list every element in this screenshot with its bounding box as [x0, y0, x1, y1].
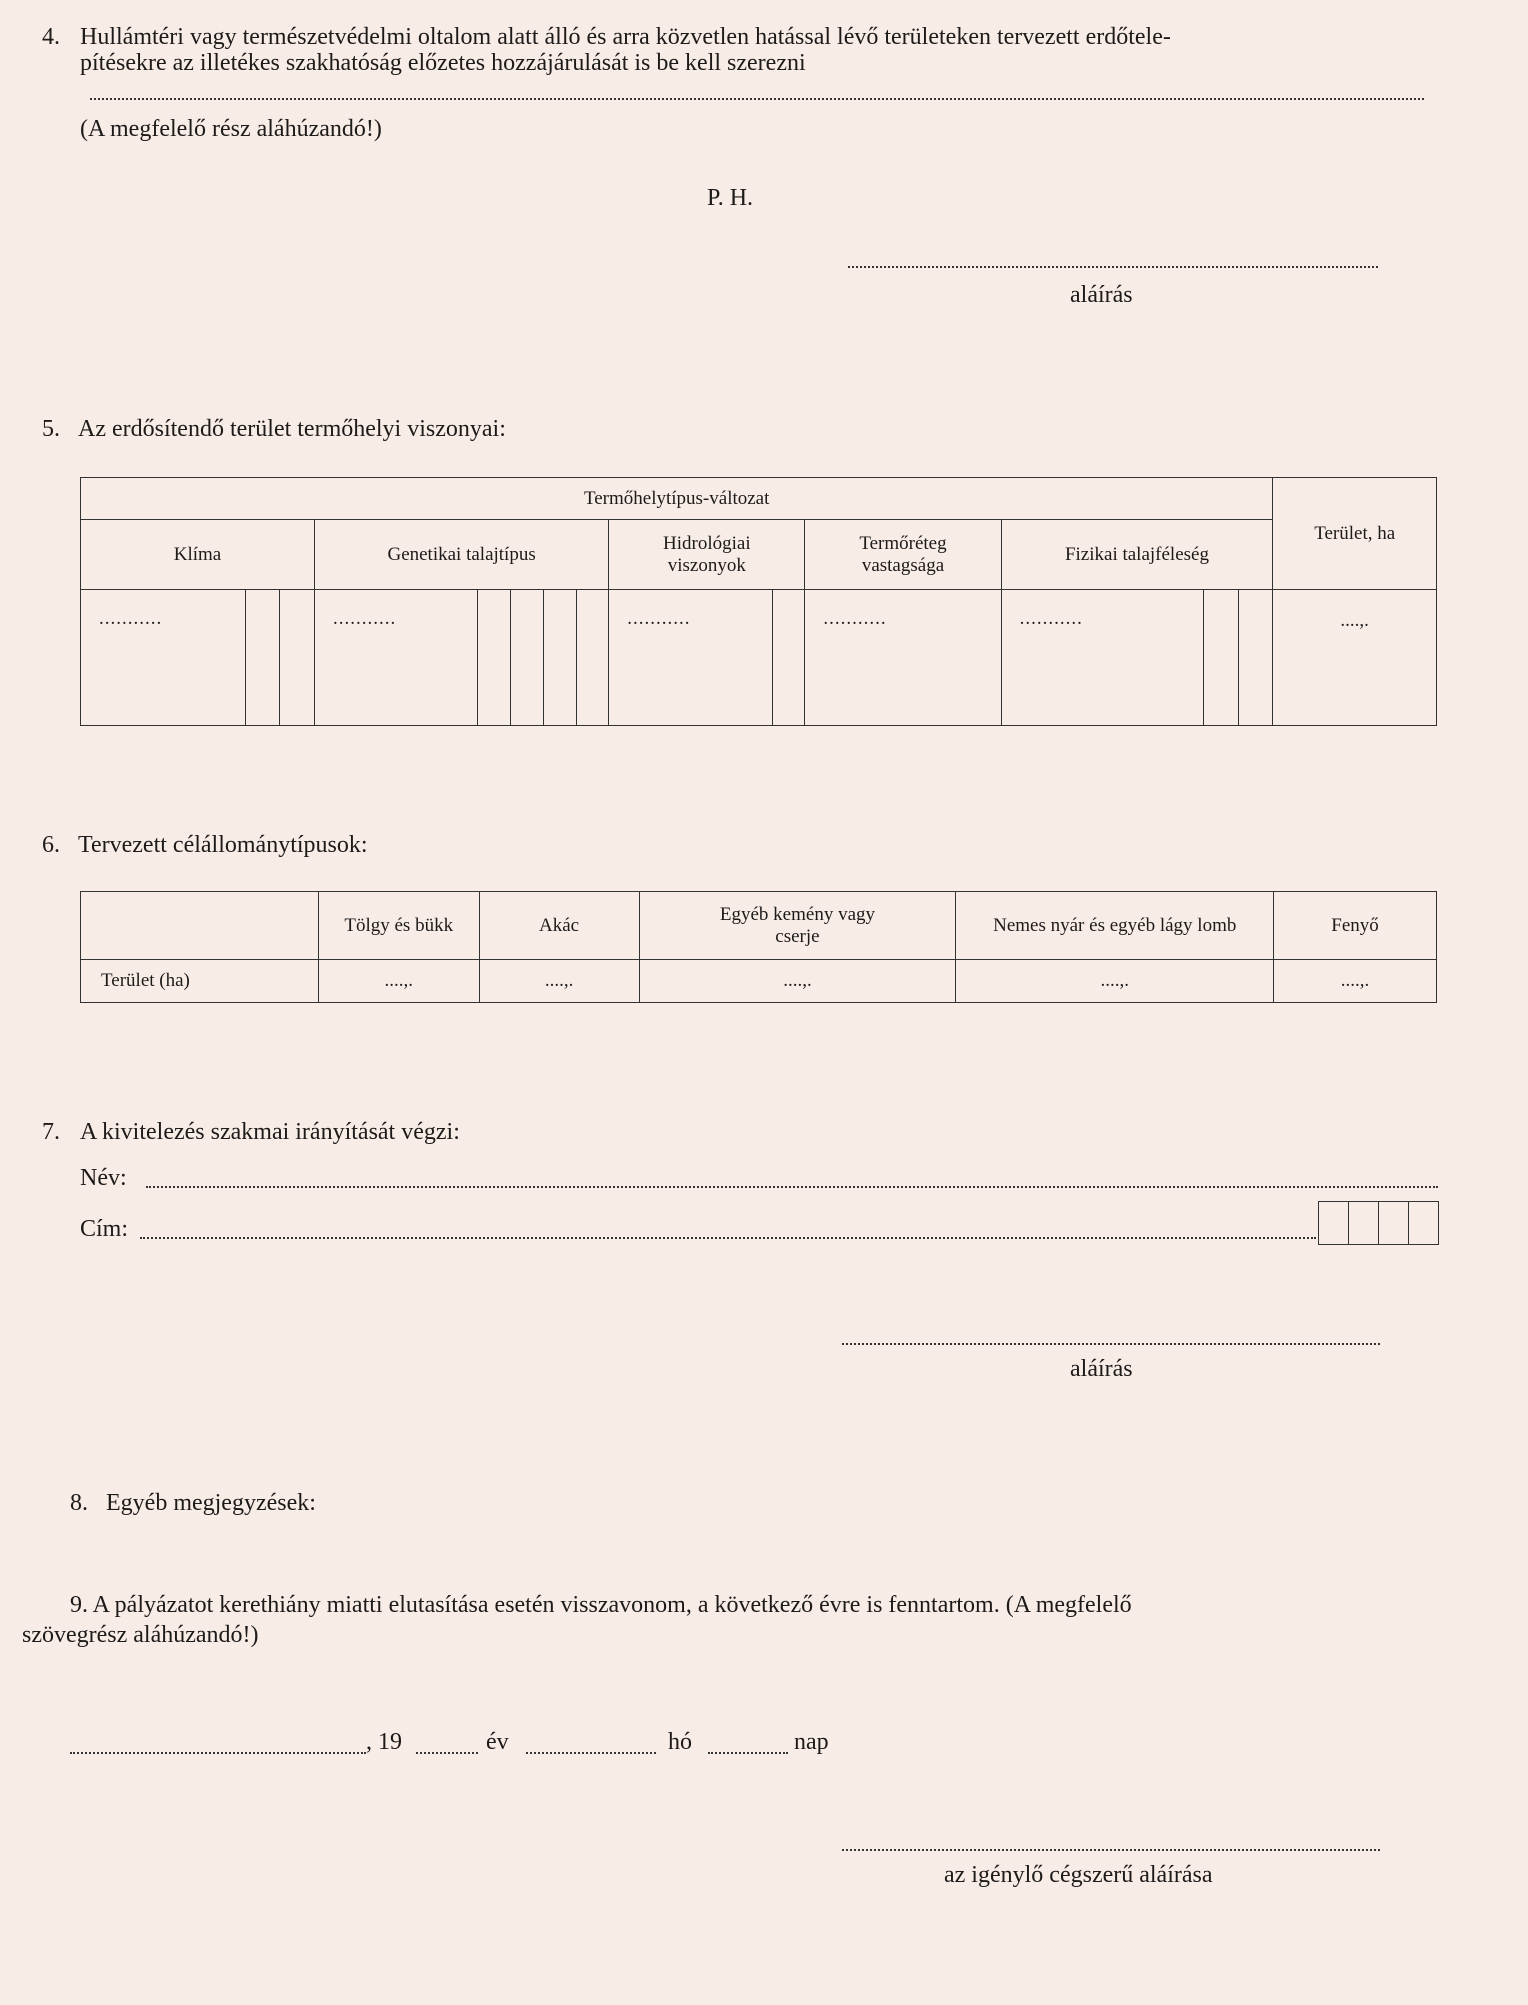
value-tolgy-es-bukk[interactable]: ....,.	[318, 960, 479, 1003]
col-header-hidrologiai-viszonyok: Hidrológiai viszonyok	[609, 520, 805, 590]
postal-code-box-1[interactable]	[1319, 1202, 1349, 1244]
target-stand-table	[80, 891, 1437, 1003]
year-label: év	[486, 1729, 509, 1755]
value-akac[interactable]: ....,.	[479, 960, 639, 1003]
section-7-title: A kivitelezés szakmai irányítását végzi:	[80, 1119, 460, 1145]
row-label-terulet: Terület (ha)	[81, 960, 319, 1003]
cell-klima-code-1[interactable]	[245, 590, 280, 726]
cell-fizikai-code-1[interactable]	[1203, 590, 1238, 726]
corner-cell	[81, 892, 319, 960]
cell-klima[interactable]: ...........	[81, 590, 246, 726]
cell-genetikai-code-2[interactable]	[511, 590, 544, 726]
section-4-note: (A megfelelő rész aláhúzandó!)	[80, 116, 382, 142]
postal-code-box-2[interactable]	[1349, 1202, 1379, 1244]
section-6-title: Tervezett célállománytípusok:	[78, 832, 368, 858]
value-egyeb-kemeny[interactable]: ....,.	[639, 960, 956, 1003]
value-fenyo[interactable]: ....,.	[1274, 960, 1437, 1003]
section-8-number: 8.	[70, 1490, 88, 1516]
col-header-genetikai-talajtipus: Genetikai talajtípus	[314, 520, 608, 590]
col-header-akac: Akác	[479, 892, 639, 960]
cell-hidrologiai-viszonyok[interactable]: ...........	[609, 590, 772, 726]
section-4-text-line-2: pítésekre az illetékes szakhatóság előzetes hozzájárulását is be kell szerezni	[80, 50, 806, 76]
col-header-fizikai-talajfeleseg: Fizikai talajféleség	[1001, 520, 1273, 590]
day-label: nap	[794, 1729, 829, 1755]
section-9-text-line-1: 9. A pályázatot kerethiány miatti elutasítása esetén visszavonom, a következő évre is fenntartom. (A megfelelő	[70, 1592, 1132, 1618]
section-4-fill-line[interactable]	[90, 98, 1424, 100]
address-field[interactable]	[140, 1237, 1316, 1239]
section-5-title: Az erdősítendő terület termőhelyi viszonyai:	[78, 416, 506, 442]
area-header: Terület, ha	[1273, 478, 1437, 590]
col-header-tolgy-es-bukk: Tölgy és bükk	[318, 892, 479, 960]
cell-fizikai-talajfeleseg[interactable]: ...........	[1001, 590, 1203, 726]
postal-code-boxes[interactable]	[1318, 1201, 1439, 1245]
place-field[interactable]	[70, 1752, 366, 1754]
final-signature-line[interactable]	[842, 1849, 1380, 1851]
cell-genetikai-code-1[interactable]	[478, 590, 511, 726]
section-7-signature-line[interactable]	[842, 1343, 1380, 1345]
section-4-text-line-1: Hullámtéri vagy természetvédelmi oltalom alatt álló és arra közvetlen hatással lévő területeken tervezett erdőtele-	[80, 24, 1171, 50]
year-field[interactable]	[416, 1752, 478, 1754]
address-label: Cím:	[80, 1216, 129, 1242]
section-7-signature-label: aláírás	[1070, 1356, 1133, 1382]
cell-genetikai-code-3[interactable]	[543, 590, 576, 726]
col-header-klima: Klíma	[81, 520, 315, 590]
site-conditions-table	[80, 477, 1437, 726]
col-header-egyeb-kemeny: Egyéb kemény vagy cserje	[639, 892, 956, 960]
section-7-number: 7.	[42, 1119, 60, 1145]
section-4-signature-line[interactable]	[848, 266, 1378, 268]
stamp-label: P. H.	[707, 185, 754, 211]
month-label: hó	[668, 1729, 692, 1755]
section-4-signature-label: aláírás	[1070, 282, 1133, 308]
year-prefix: , 19	[366, 1729, 402, 1755]
group-header-site-type: Termőhelytípus-változat	[81, 478, 1273, 520]
postal-code-box-3[interactable]	[1379, 1202, 1409, 1244]
name-label: Név:	[80, 1165, 127, 1191]
value-nemes-nyar[interactable]: ....,.	[956, 960, 1274, 1003]
cell-termoreteg-vastagsaga[interactable]: ...........	[805, 590, 1001, 726]
col-header-termoreteg-vastagsaga: Termőréteg vastagsága	[805, 520, 1001, 590]
day-field[interactable]	[708, 1752, 788, 1754]
col-header-fenyo: Fenyő	[1274, 892, 1437, 960]
section-4-number: 4.	[42, 24, 60, 50]
section-6-number: 6.	[42, 832, 60, 858]
section-9-text-line-2: szövegrész aláhúzandó!)	[22, 1622, 259, 1648]
cell-genetikai-talajtipus[interactable]: ...........	[314, 590, 477, 726]
cell-hidrologiai-code-1[interactable]	[772, 590, 805, 726]
col-header-nemes-nyar: Nemes nyár és egyéb lágy lomb	[956, 892, 1274, 960]
section-8-title: Egyéb megjegyzések:	[106, 1490, 316, 1516]
postal-code-box-4[interactable]	[1409, 1202, 1438, 1244]
cell-klima-code-2[interactable]	[280, 590, 315, 726]
cell-genetikai-code-4[interactable]	[576, 590, 609, 726]
cell-area[interactable]: ....,.	[1273, 590, 1437, 726]
final-signature-label: az igénylő cégszerű aláírása	[944, 1862, 1213, 1888]
cell-fizikai-code-2[interactable]	[1238, 590, 1273, 726]
section-5-number: 5.	[42, 416, 60, 442]
month-field[interactable]	[526, 1752, 656, 1754]
name-field[interactable]	[146, 1186, 1438, 1188]
